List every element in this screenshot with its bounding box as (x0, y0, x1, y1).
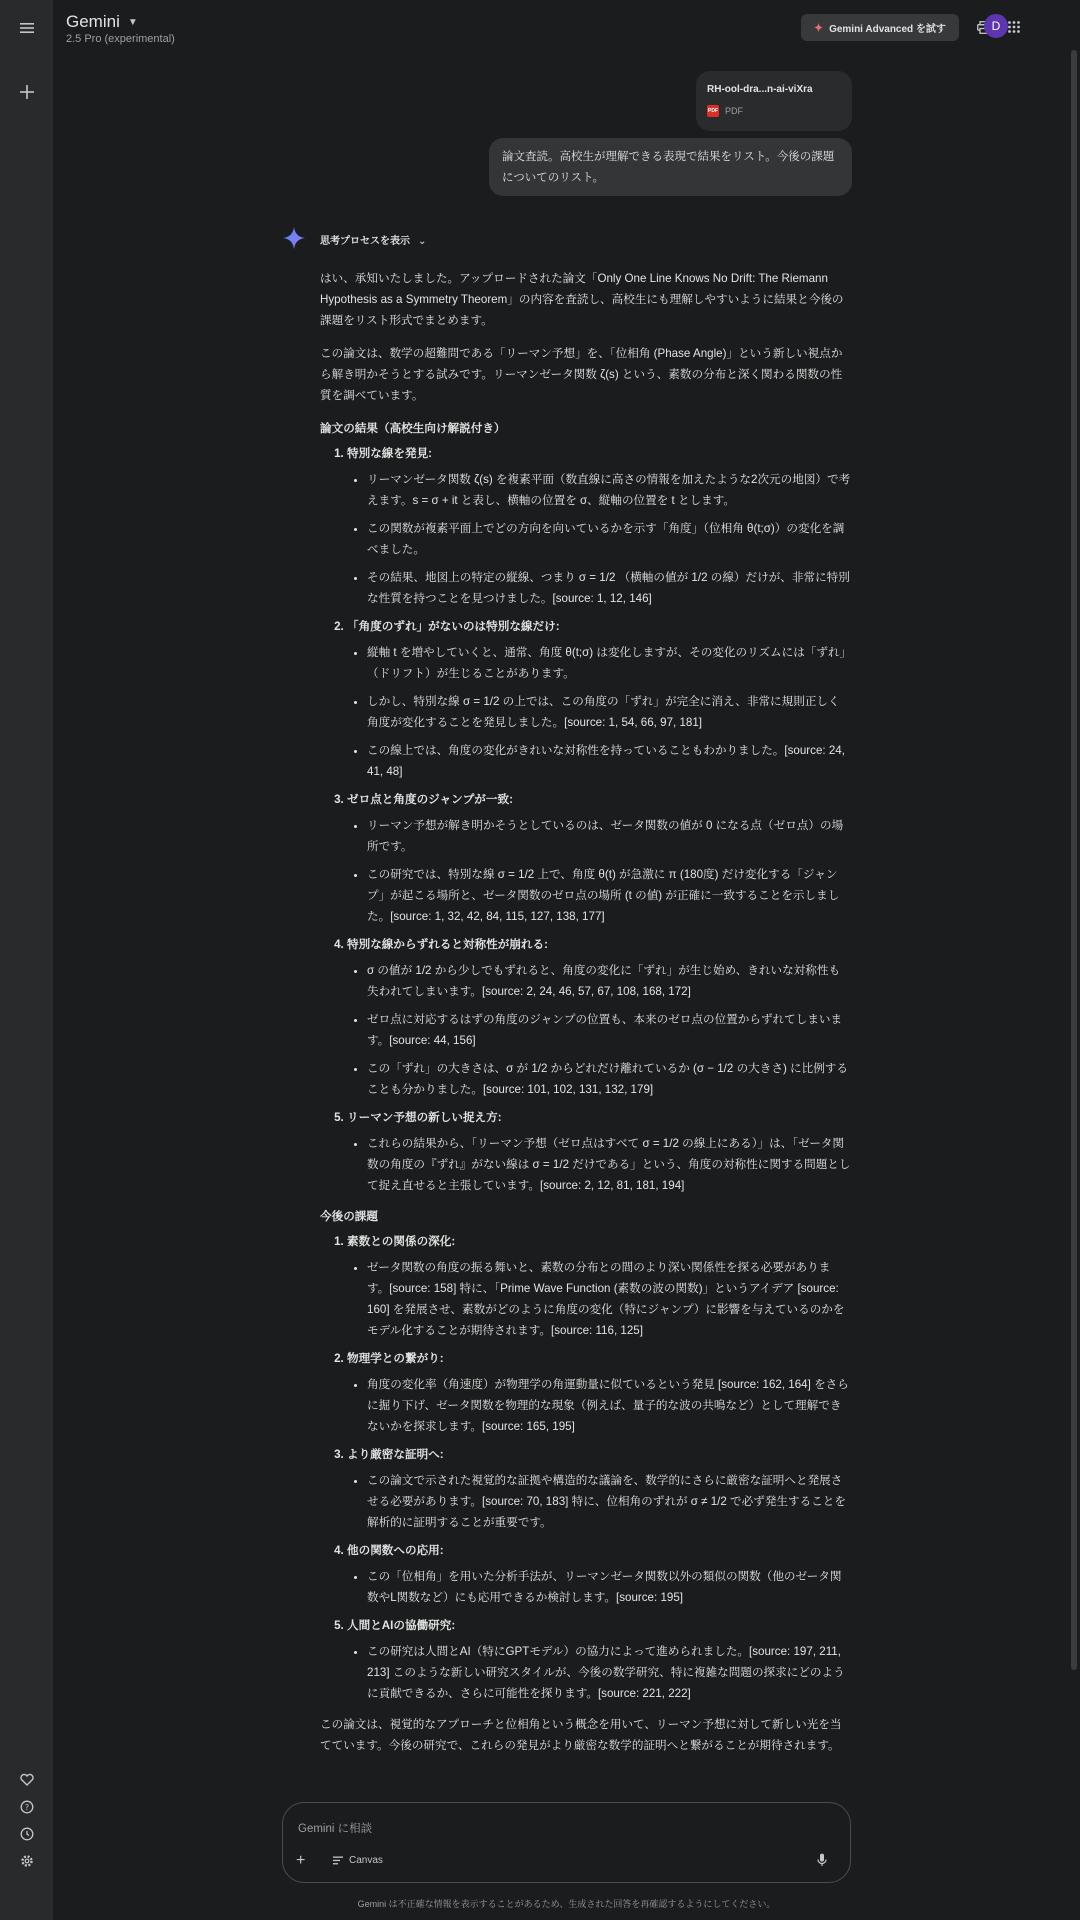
future-title: より厳密な証明へ: (347, 1448, 444, 1461)
future-item (347, 1444, 851, 1533)
svg-text:?: ? (24, 1803, 30, 1812)
side-rail (0, 0, 53, 1920)
result-item (347, 616, 851, 782)
add-icon[interactable]: + (296, 1852, 306, 1869)
list-item: • この研究は人間とAI（特にGPTモデル）の協力によって進められました。[source: 197, 211, 213] このような新しい研究スタイルが、今後の数学研究、特に複雑な問題の探求にどのように貢献できるか、さらに可能性を探ります。[source: 221, 222] (367, 1641, 851, 1704)
future-title: 他の関数への応用: (347, 1544, 444, 1557)
canvas-label: Canvas (349, 1855, 383, 1866)
microphone-icon[interactable] (817, 1853, 827, 1872)
thinking-toggle[interactable] (320, 232, 426, 247)
list-item: • この「位相角」を用いた分析手法が、リーマンゼータ関数以外の類似の関数（他のゼータ関数やL関数など）にも応用できるか検討します。[source: 195] (367, 1566, 851, 1608)
attachment-card[interactable] (696, 71, 852, 131)
result-title: 特別な線からずれると対称性が崩れる: (347, 938, 548, 951)
result-item (347, 934, 851, 1100)
canvas-icon (333, 1856, 343, 1865)
list-item: • その結果、地図上の特定の縦線、つまり σ = 1/2 （横軸の値が 1/2 の線）だけが、非常に特別な性質を持つことを見つけました。[source: 1, 12, 146] (367, 567, 851, 609)
attachment-type-label: PDF (725, 106, 743, 116)
gemini-advanced-button[interactable] (801, 14, 959, 41)
list-item: • 縦軸 t を増やしていくと、通常、角度 θ(t;σ) は変化しますが、その変化のリズムには「ずれ」（ドリフト）が生じることがあります。 (367, 642, 851, 684)
list-item: • 角度の変化率（角速度）が物理学の角運動量に似ているという発見 [source: 162, 164] をさらに掘り下げ、ゼータ関数を物理的な現象（例えば、量子的な波の共鳴など）として理解できないかを探求します。[source: 165, 195] (367, 1374, 851, 1437)
result-item (347, 789, 851, 927)
result-title: 特別な線を発見: (347, 447, 433, 460)
disclaimer: Gemini は不正確な情報を表示することがあるため、生成された回答を再確認するようにしてください。 (357, 1899, 776, 1909)
chevron-down-icon: ▼ (127, 17, 138, 28)
response-closing: この論文は、視覚的なアプローチと位相角という概念を用いて、リーマン予想に対して新しい光を当てています。今後の研究で、これらの発見がより厳密な数学的証明へと繋がることが期待されます。 (320, 1718, 842, 1752)
list-item: • この関数が複素平面上でどの方向を向いているかを示す「角度」（位相角 θ(t;σ)）の変化を調べました。 (367, 518, 851, 560)
new-chat-icon[interactable] (14, 79, 40, 105)
list-item: • これらの結果から、「リーマン予想（ゼロ点はすべて σ = 1/2 の線上にある）」は、「ゼータ関数の角度の『ずれ』がない線は σ = 1/2 だけである」という、角度の対称性に関する問題として捉え直せると主張しています。[source: 2, 12, 81, 181, 194] (367, 1133, 851, 1196)
list-item: • ゼロ点に対応するはずの角度のジャンプの位置も、本来のゼロ点の位置からずれてしまいます。[source: 44, 156] (367, 1009, 851, 1051)
result-title: 「角度のずれ」がないのは特別な線だけ: (347, 620, 560, 633)
list-item: • この論文で示された視覚的な証拠や構造的な議論を、数学的にさらに厳密な証明へと発展させる必要があります。[source: 70, 183] 特に、位相角のずれが σ ≠ 1/2 で必ず発生することを解析的に証明することが重要です。 (367, 1470, 851, 1533)
model-name: 2.5 Pro (experimental) (66, 33, 175, 45)
result-title: リーマン予想の新しい捉え方: (347, 1111, 502, 1124)
future-list (320, 1231, 851, 1704)
gemini-sparkle-icon (283, 227, 305, 254)
result-item (347, 443, 851, 609)
future-item (347, 1231, 851, 1341)
settings-icon[interactable] (14, 1848, 40, 1874)
list-item: • この研究では、特別な線 σ = 1/2 上で、角度 θ(t) が急激に π (180度) だけ変化する「ジャンプ」が起こる場所と、ゼータ関数のゼロ点の場所 (t の値) が正確に一致することを示しました。[source: 1, 32, 42, 84, 115, 127, 138, 177] (367, 864, 851, 927)
response-intro-1: はい、承知いたしました。アップロードされた論文「Only One Line Knows No Drift: The Riemann Hypothesis as a Symmetry Theorem」の内容を査読し、高校生にも理解しやすいように結果と今後の課題をリスト形式でまとめます。 (320, 272, 844, 327)
results-heading: 論文の結果（高校生向け解説付き） (320, 422, 506, 435)
canvas-button[interactable] (333, 1855, 383, 1866)
user-message: 論文査読。高校生が理解できる表現で結果をリスト。今後の課題についてのリスト。 (489, 138, 852, 196)
brand-title: Gemini (66, 12, 120, 31)
list-item: • σ の値が 1/2 から少しでもずれると、角度の変化に「ずれ」が生じ始め、きれいな対称性も失われてしまいます。[source: 2, 24, 46, 57, 67, 108, 168, 172] (367, 960, 851, 1002)
future-item (347, 1348, 851, 1437)
menu-icon[interactable] (14, 15, 40, 41)
result-item (347, 1107, 851, 1196)
future-item (347, 1540, 851, 1608)
list-item: • リーマン予想が解き明かそうとしているのは、ゼータ関数の値が 0 になる点（ゼロ点）の場所です。 (367, 815, 851, 857)
avatar[interactable]: D (984, 14, 1008, 38)
thinking-toggle-label: 思考プロセスを表示 (320, 236, 410, 247)
model-selector[interactable] (66, 12, 138, 32)
list-item: • この線上では、角度の変化がきれいな対称性を持っていることもわかりました。[source: 24, 41, 48] (367, 740, 851, 782)
attachment-name: RH-ool-dra...n-ai-viXra (707, 84, 813, 95)
top-bar (53, 0, 1080, 56)
list-item: • リーマンゼータ関数 ζ(s) を複素平面（数直線に高さの情報を加えたような2次元の地図）で考えます。s = σ + it と表し、横軸の位置を σ、縦軸の位置を t とします。 (367, 469, 851, 511)
sparkle-icon (814, 23, 823, 32)
future-title: 物理学との繋がり: (347, 1352, 444, 1365)
scrollbar[interactable] (1071, 50, 1077, 1670)
future-title: 人間とAIの協働研究: (347, 1619, 456, 1632)
attachment-type (707, 105, 743, 117)
results-list (320, 443, 851, 1196)
list-item: • この「ずれ」の大きさは、σ が 1/2 からどれだけ離れているか (σ − 1/2 の大きさ) に比例することも分かりました。[source: 101, 102, 131, 132, 179] (367, 1058, 851, 1100)
gemini-advanced-label: Gemini Advanced を試す (829, 24, 946, 35)
list-item: • ゼータ関数の角度の振る舞いと、素数の分布との間のより深い関係性を探る必要があります。[source: 158] 特に、「Prime Wave Function (素数の波の関数)」というアイデア [source: 160] を発展させ、素数がどのように角度の変化（特にジャンプ）に影響を与えているのかをモデル化することが期待されます。[source: 116, 125] (367, 1257, 851, 1341)
gem-icon[interactable] (14, 1767, 40, 1793)
response-intro-2: この論文は、数学の超難問である「リーマン予想」を、「位相角 (Phase Angle)」という新しい視点から解き明かそうとする試みです。リーマンゼータ関数 ζ(s) という、素数の分布と深く関わる関数の性質を調べています。 (320, 347, 843, 402)
chevron-down-icon: ⌄ (418, 236, 427, 247)
result-title: ゼロ点と角度のジャンプが一致: (347, 793, 513, 806)
help-icon[interactable] (14, 1794, 40, 1820)
future-item (347, 1615, 851, 1704)
future-heading: 今後の課題 (320, 1210, 378, 1223)
prompt-input-box[interactable] (282, 1802, 851, 1883)
future-title: 素数との関係の深化: (347, 1235, 456, 1248)
list-item: • しかし、特別な線 σ = 1/2 の上では、この角度の「ずれ」が完全に消え、非常に規則正しく角度が変化することを発見しました。[source: 1, 54, 66, 97, 181] (367, 691, 851, 733)
pdf-icon: PDF (707, 105, 719, 117)
response-body (320, 268, 851, 1768)
history-icon[interactable] (14, 1821, 40, 1847)
prompt-input[interactable]: Gemini に相談 (298, 1823, 373, 1835)
